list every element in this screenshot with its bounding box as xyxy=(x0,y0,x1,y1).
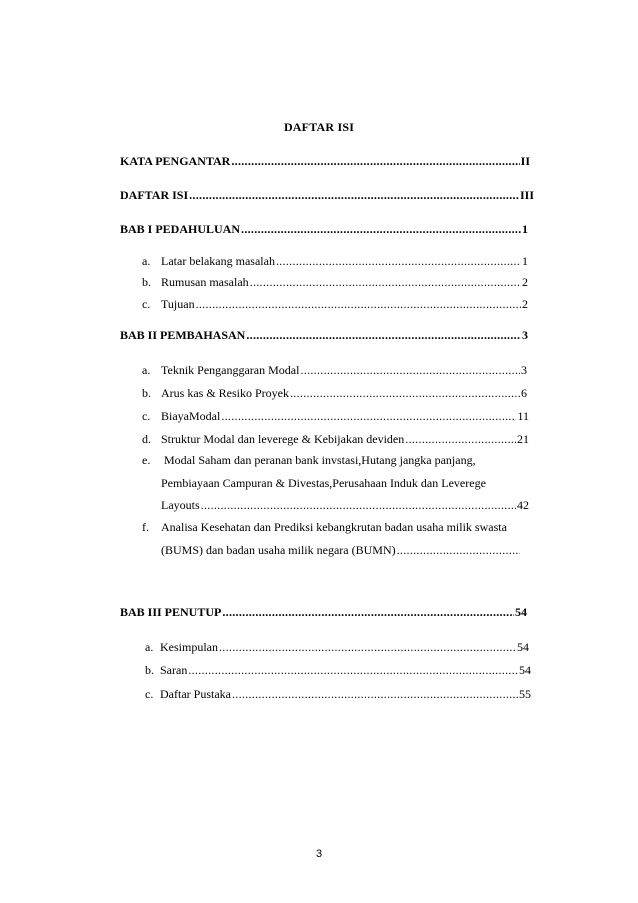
toc-entry-bab-3[interactable] xyxy=(120,604,527,620)
leader-dots xyxy=(276,253,521,269)
leader-dots xyxy=(232,686,518,702)
toc-subentry-label: Daftar Pustaka xyxy=(160,687,231,701)
toc-subentry-label: Struktur Modal dan leverege & Kebijakan deviden xyxy=(161,432,405,446)
toc-subentry-page: 54 xyxy=(519,663,531,677)
toc-subentry[interactable] xyxy=(160,639,529,655)
toc-subentry[interactable] xyxy=(161,431,529,447)
list-marker: a. xyxy=(142,363,151,377)
toc-subentry-page: 11 xyxy=(517,409,529,423)
leader-dots xyxy=(290,385,520,401)
toc-entry-page: II xyxy=(520,154,530,168)
page-number: 3 xyxy=(315,848,323,860)
leader-dots xyxy=(241,221,521,237)
toc-entry-label: BAB III PENUTUP xyxy=(120,605,222,619)
leader-dots xyxy=(188,662,518,678)
leader-dots xyxy=(201,497,516,513)
toc-subentry[interactable] xyxy=(161,408,529,424)
toc-subentry-label: Latar belakang masalah xyxy=(161,254,275,268)
toc-entry-page: 54 xyxy=(515,605,527,619)
toc-subentry-label: Arus kas & Resiko Proyek xyxy=(161,386,289,400)
leader-dots xyxy=(397,542,520,558)
list-marker: b. xyxy=(142,275,151,289)
list-marker: c. xyxy=(142,297,151,311)
leader-dots xyxy=(219,639,516,655)
list-marker: e. xyxy=(142,453,151,467)
toc-subentry-page: 2 xyxy=(522,275,528,289)
toc-subentry[interactable] xyxy=(160,662,531,678)
toc-subentry-page: 42 xyxy=(517,498,529,512)
toc-entry-label: DAFTAR ISI xyxy=(120,188,189,202)
toc-entry-daftar-isi[interactable] xyxy=(120,187,534,203)
list-marker: a. xyxy=(142,254,151,268)
toc-subentry-page: 55 xyxy=(519,687,531,701)
toc-subentry[interactable] xyxy=(161,497,529,513)
toc-subentry-label: BiayaModal xyxy=(161,409,221,423)
toc-subentry-page: 3 xyxy=(521,363,527,377)
toc-subentry[interactable] xyxy=(161,362,527,378)
toc-subentry[interactable] xyxy=(161,253,528,269)
leader-dots xyxy=(246,327,521,343)
list-marker: c. xyxy=(142,409,151,423)
toc-entry-kata-pengantar[interactable] xyxy=(120,153,530,169)
list-marker: a. xyxy=(145,640,154,654)
toc-subentry[interactable] xyxy=(161,296,528,312)
toc-subentry-page: 54 xyxy=(517,640,529,654)
toc-entry-page: 3 xyxy=(522,328,528,342)
toc-subentry-line[interactable]: Pembiayaan Campuran & Divestas,Perusahaan Induk dan Leverege xyxy=(161,476,486,490)
toc-subentry[interactable] xyxy=(160,686,531,702)
toc-subentry-line[interactable]: Modal Saham dan peranan bank invstasi,Hutang jangka panjang, xyxy=(164,453,476,467)
leader-dots xyxy=(196,296,521,312)
list-marker: b. xyxy=(145,663,154,677)
page-title: DAFTAR ISI xyxy=(283,120,355,134)
toc-subentry-label: Rumusan masalah xyxy=(161,275,249,289)
list-marker: c. xyxy=(145,687,154,701)
list-marker: f. xyxy=(142,520,149,534)
toc-entry-page: 1 xyxy=(522,222,528,236)
toc-subentry-label: Tujuan xyxy=(161,297,195,311)
toc-subentry-label: Kesimpulan xyxy=(160,640,218,654)
toc-subentry[interactable] xyxy=(161,274,528,290)
leader-dots xyxy=(405,431,516,447)
leader-dots xyxy=(189,187,519,203)
toc-subentry-label: Teknik Penganggaran Modal xyxy=(161,363,300,377)
leader-dots xyxy=(221,408,516,424)
list-marker: b. xyxy=(142,386,151,400)
toc-entry-label: BAB I PEDAHULUAN xyxy=(120,222,241,236)
toc-entry-label: BAB II PEMBAHASAN xyxy=(120,328,246,342)
toc-entry-label: KATA PENGANTAR xyxy=(120,154,231,168)
toc-entry-bab-1[interactable] xyxy=(120,221,528,237)
toc-subentry[interactable] xyxy=(161,385,527,401)
toc-subentry-page: 6 xyxy=(521,386,527,400)
leader-dots xyxy=(300,362,520,378)
toc-subentry[interactable] xyxy=(161,542,521,558)
toc-subentry-page: 1 xyxy=(522,254,528,268)
toc-subentry-label: (BUMS) dan badan usaha milik negara (BUMN) xyxy=(161,543,396,557)
toc-subentry-page: 21 xyxy=(517,432,529,446)
leader-dots xyxy=(231,153,519,169)
toc-subentry-page: 2 xyxy=(522,297,528,311)
toc-entry-page: III xyxy=(519,188,534,202)
list-marker: d. xyxy=(142,432,151,446)
leader-dots xyxy=(222,604,514,620)
toc-subentry-line[interactable]: Analisa Kesehatan dan Prediksi kebangkrutan badan usaha milik swasta xyxy=(161,520,507,534)
leader-dots xyxy=(250,274,521,290)
toc-subentry-label: Layouts xyxy=(161,498,200,512)
toc-subentry-label: Saran xyxy=(160,663,188,677)
toc-entry-bab-2[interactable] xyxy=(120,327,528,343)
